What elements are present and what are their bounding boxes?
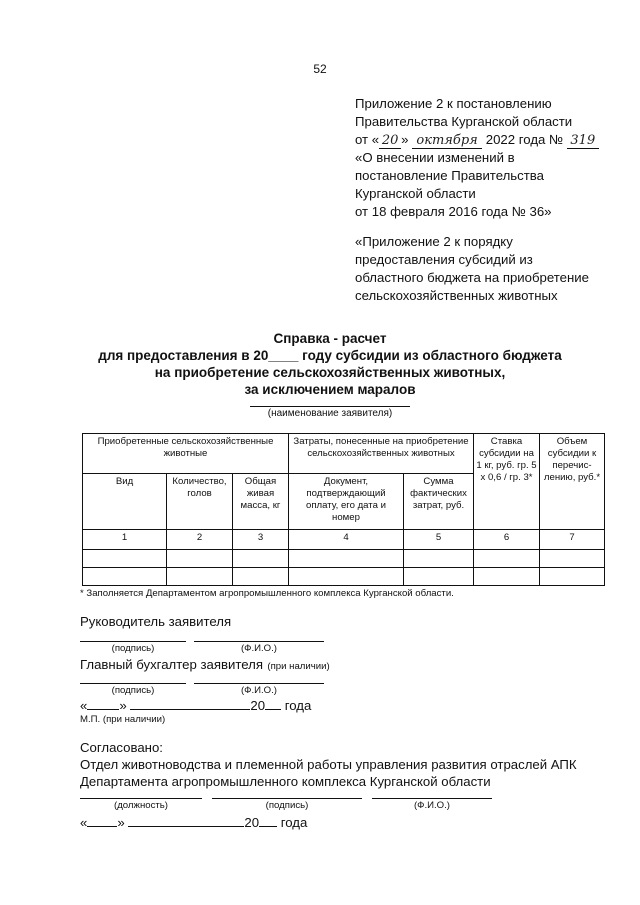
page-number: 52 [313,62,327,76]
table-row [83,550,605,568]
handwritten-day: 20 [379,134,401,149]
header-animals: Приобретенные сельскохозяйственные животные [83,434,289,474]
header-mass: Общая живая масса, кг [233,474,289,530]
approval-line: Департамента агропромышленного комплекса Курганской области [80,774,491,789]
date-line-approval [80,815,307,830]
empty-cell [404,550,474,568]
head-signature-line [80,641,186,642]
head-fio-line [194,641,324,642]
header-cost-sum: Сумма фактических затрат, руб. [404,474,474,530]
approval-line: Отдел животноводства и племенной работы управления развития отраслей АПК [80,757,577,772]
empty-cell [540,568,605,586]
applicant-name-caption: (наименование заявителя) [267,408,393,419]
approval-fio-caption: (Ф.И.О.) [413,800,451,811]
empty-cell [167,568,233,586]
header-type: Вид [83,474,167,530]
appendix-mid: » [401,132,413,147]
table-row [83,568,605,586]
accountant-fio-line [194,683,324,684]
header-quantity: Количество, голов [167,474,233,530]
empty-cell [233,550,289,568]
approval-block [80,739,640,790]
column-number: 1 [83,530,167,550]
appendix-line: Правительства Курганской области [355,114,573,129]
column-number: 6 [474,530,540,550]
header-payment-document: Документ, подтверждающий оплату, его дата и номер [289,474,404,530]
stamp-note: М.П. (при наличии) [80,714,166,725]
appendix-line: «Приложение 2 к порядку [355,234,513,249]
approval-fio-line [372,798,492,799]
quote-close: » [117,815,125,830]
accountant-fio-caption: (Ф.И.О.) [240,685,278,696]
appendix-line: предоставления субсидий из [355,252,533,267]
header-subsidy-amount: Объем субсидии к перечис-лению, руб.* [540,434,605,530]
year-word: года [280,815,308,830]
accountant-title-row [80,656,330,674]
calculation-table [82,433,605,586]
column-number: 7 [540,530,605,550]
year-word: года [284,698,312,713]
empty-cell [167,550,233,568]
approval-sign-caption: (подпись) [265,800,309,811]
empty-cell [83,568,167,586]
header-costs: Затраты, понесенные на приобретение сельскохозяйственных животных [289,434,474,474]
approval-position-caption: (должность) [114,800,168,811]
empty-cell [404,568,474,586]
header-rate: Ставка субсидии на 1 кг, руб. гр. 5 х 0,6 / гр. 3* [474,434,540,530]
quote-close: » [119,698,127,713]
title-line: за исключением маралов [244,382,416,397]
table-footnote: * Заполняется Департаментом агропромышленного комплекса Курганской области. [80,588,454,599]
approval-title: Согласовано: [80,740,163,755]
accountant-sign-caption: (подпись) [111,685,155,696]
accountant-note: (при наличии) [267,661,330,672]
appendix-line: Курганской области [355,186,476,201]
title-line: для предоставления в 20____ году субсидии из областного бюджета [98,348,562,363]
column-number: 5 [404,530,474,550]
column-number: 2 [167,530,233,550]
column-number: 4 [289,530,404,550]
appendix-line: областного бюджета на приобретение [355,270,589,285]
appendix-line: от 18 февраля 2016 года № 36» [355,204,552,219]
appendix-year: 2022 года № [482,132,567,147]
applicant-name-line [250,406,410,407]
empty-cell [233,568,289,586]
handwritten-month: октября [412,134,482,149]
head-title: Руководитель заявителя [80,614,232,629]
accountant-signature-line [80,683,186,684]
appendix-prefix: от « [355,132,380,147]
title-line: на приобретение сельскохозяйственных животных, [154,365,506,380]
appendix-date-line [355,131,635,149]
empty-cell [289,568,404,586]
empty-cell [474,550,540,568]
approval-signature-line [212,798,362,799]
head-fio-caption: (Ф.И.О.) [240,643,278,654]
appendix-line: сельскохозяйственных животных [355,288,558,303]
quote-open: « [80,698,88,713]
year-prefix: 20 [250,698,266,713]
date-line-applicant [80,698,311,713]
empty-cell [83,550,167,568]
appendix-line: постановление Правительства [355,168,544,183]
head-sign-caption: (подпись) [111,643,155,654]
column-number: 3 [233,530,289,550]
approval-position-line [80,798,202,799]
accountant-title: Главный бухгалтер заявителя [80,657,263,672]
quote-open: « [80,815,88,830]
document-title [80,330,580,398]
appendix-line: Приложение 2 к постановлению [355,96,552,111]
handwritten-number: 319 [567,134,599,149]
title-line: Справка - расчет [273,331,387,346]
appendix-block [355,95,635,305]
year-prefix: 20 [244,815,260,830]
empty-cell [540,550,605,568]
appendix-line: «О внесении изменений в [355,150,515,165]
empty-cell [474,568,540,586]
empty-cell [289,550,404,568]
